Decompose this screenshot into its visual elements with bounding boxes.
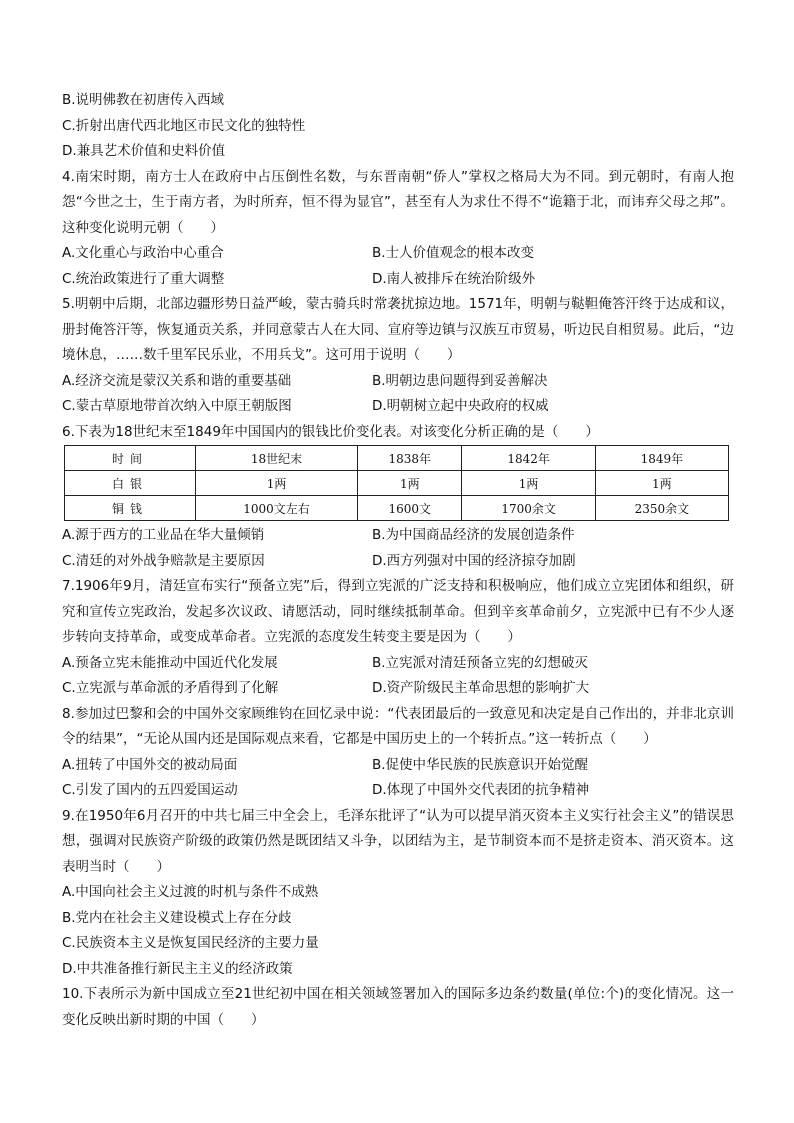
option-line: B.说明佛教在初唐传入西域	[62, 92, 225, 108]
question-8-stem: 8.参加过巴黎和会的中国外交家顾维钧在回忆录中说：“代表团最后的一致意见和决定是自己作出的，并非北京训令的结果”，“无论从国内还是国际观点来看，它都是中国历史上的一个转折点。”这一转折点（ ）	[62, 705, 734, 747]
option-d: D.体现了中国外交代表团的抗争精神	[372, 782, 590, 798]
option-d: D.明朝树立起中央政府的权威	[372, 398, 549, 414]
option-b: B.党内在社会主义建设模式上存在分歧	[62, 909, 292, 926]
table-row	[65, 496, 729, 521]
option-a: A.预备立宪未能推动中国近代化发展	[62, 654, 278, 671]
option-a: A.源于西方的工业品在华大量倾销	[62, 527, 265, 543]
question-9-stem: 9.在1950年6月召开的中共七届三中全会上，毛泽东批评了“认为可以提早消灭资本主义实行社会主义”的错误思想，强调对民族资产阶级的政策仍然是既团结又斗争，以团结为主，是节制资本而不是挤走资本、消灭资本。这表明当时（ ）	[62, 807, 734, 875]
option-d: D.资产阶级民主革命思想的影响扩大	[372, 680, 590, 696]
option-b: B.明朝边患问题得到妥善解决	[372, 372, 548, 389]
table-cell: 1849年	[595, 446, 728, 471]
question-7-options	[62, 676, 734, 702]
option-c: C.清廷的对外战争赔款是主要原因	[62, 552, 265, 569]
table-cell: 铜钱	[65, 496, 196, 521]
silver-copper-table	[64, 445, 729, 521]
exam-page	[62, 88, 734, 1033]
table-cell: 1两	[196, 471, 358, 496]
question-4-options	[62, 241, 734, 267]
option-a: A.中国向社会主义过渡的时机与条件不成熟	[62, 884, 319, 900]
question-6-options	[62, 549, 734, 575]
question-5-stem: 5.明朝中后期，北部边疆形势日益严峻，蒙古骑兵时常袭扰掠边地。1571年，明朝与鞑靼俺答汗终于达成和议，册封俺答汗等，恢复通贡关系，并同意蒙古人在大同、宣府等边镇与汉族互市贸易，听边民自相贸易。此后，“边境休息，……数千里军民乐业，不用兵戈”。这可用于说明（ ）	[62, 296, 734, 363]
option-b: B.促使中华民族的民族意识开始觉醒	[372, 756, 589, 773]
option-a: A.经济交流是蒙汉关系和谐的重要基础	[62, 372, 292, 389]
option-c: C.统治政策进行了重大调整	[62, 270, 225, 287]
option-c: C.民族资本主义是恢复国民经济的主要力量	[62, 935, 319, 951]
option-line: D.兼具艺术价值和史料价值	[62, 143, 226, 159]
option-c: C.引发了国内的五四爱国运动	[62, 782, 238, 798]
question-5-options	[62, 394, 734, 420]
question-8-options	[62, 753, 734, 779]
question-7-options	[62, 651, 734, 677]
table-cell: 1600文	[358, 496, 462, 521]
question-5-options	[62, 369, 734, 395]
table-cell: 时间	[65, 446, 196, 471]
table-cell: 1两	[595, 471, 728, 496]
table-cell: 1两	[462, 471, 595, 496]
option-d: D.西方列强对中国的经济掠夺加剧	[372, 552, 576, 569]
option-line: C.折射出唐代西北地区市民文化的独特性	[62, 117, 306, 134]
table-cell: 18世纪末	[196, 446, 358, 471]
table-cell: 2350余文	[595, 496, 728, 521]
option-a: A.文化重心与政治中心重合	[62, 245, 224, 261]
question-8-options	[62, 778, 734, 804]
option-c: C.立宪派与革命派的矛盾得到了化解	[62, 680, 279, 696]
question-4-stem: 4.南宋时期，南方士人在政府中占压倒性名数，与东晋南朝“侨人”掌权之格局大为不同。到元朝时，有南人抱怨“今世之士，生于南方者，为时所弃，恒不得为显官”，甚至有人为求仕不得不“诡籍于北，而讳弃父母之邦”。这种变化说明元朝（ ）	[62, 168, 734, 236]
table-header-row	[65, 446, 729, 471]
question-10-stem: 10.下表所示为新中国成立至21世纪初中国在相关领域签署加入的国际多边条约数量(单位:个)的变化情况。这一变化反映出新时期的中国（ ）	[62, 986, 734, 1028]
question-6-options	[62, 523, 734, 549]
option-b: B.士人价值观念的根本改变	[372, 245, 535, 261]
option-d: D.中共准备推行新民主主义的经济政策	[62, 960, 293, 977]
table-cell: 1000文左右	[196, 496, 358, 521]
question-7-stem: 7.1906年9月，清廷宣布实行“预备立宪”后，得到立宪派的广泛支持和积极响应，他们成立立宪团体和组织，研究和宣传立宪政治，发起多次议政、请愿活动，同时继续抵制革命。但到辛亥革命前夕，立宪派中已有不少人逐步转向支持革命，或变成革命者。立宪派的态度发生转变主要是因为（ ）	[62, 578, 734, 645]
option-d: D.南人被排斥在统治阶级外	[372, 270, 536, 287]
table-cell: 1700余文	[462, 496, 595, 521]
table-cell: 1838年	[358, 446, 462, 471]
option-b: B.为中国商品经济的发展创造条件	[372, 527, 575, 543]
table-cell: 1842年	[462, 446, 595, 471]
table-cell: 1两	[358, 471, 462, 496]
option-b: B.立宪派对清廷预备立宪的幻想破灭	[372, 654, 589, 671]
option-c: C.蒙古草原地带首次纳入中原王朝版图	[62, 398, 292, 414]
option-a: A.扭转了中国外交的被动局面	[62, 756, 238, 773]
question-4-options	[62, 267, 734, 293]
table-cell: 白银	[65, 471, 196, 496]
table-row	[65, 471, 729, 496]
question-6-stem: 6.下表为18世纪末至1849年中国国内的银钱比价变化表。对该变化分析正确的是（ ）	[62, 423, 599, 440]
